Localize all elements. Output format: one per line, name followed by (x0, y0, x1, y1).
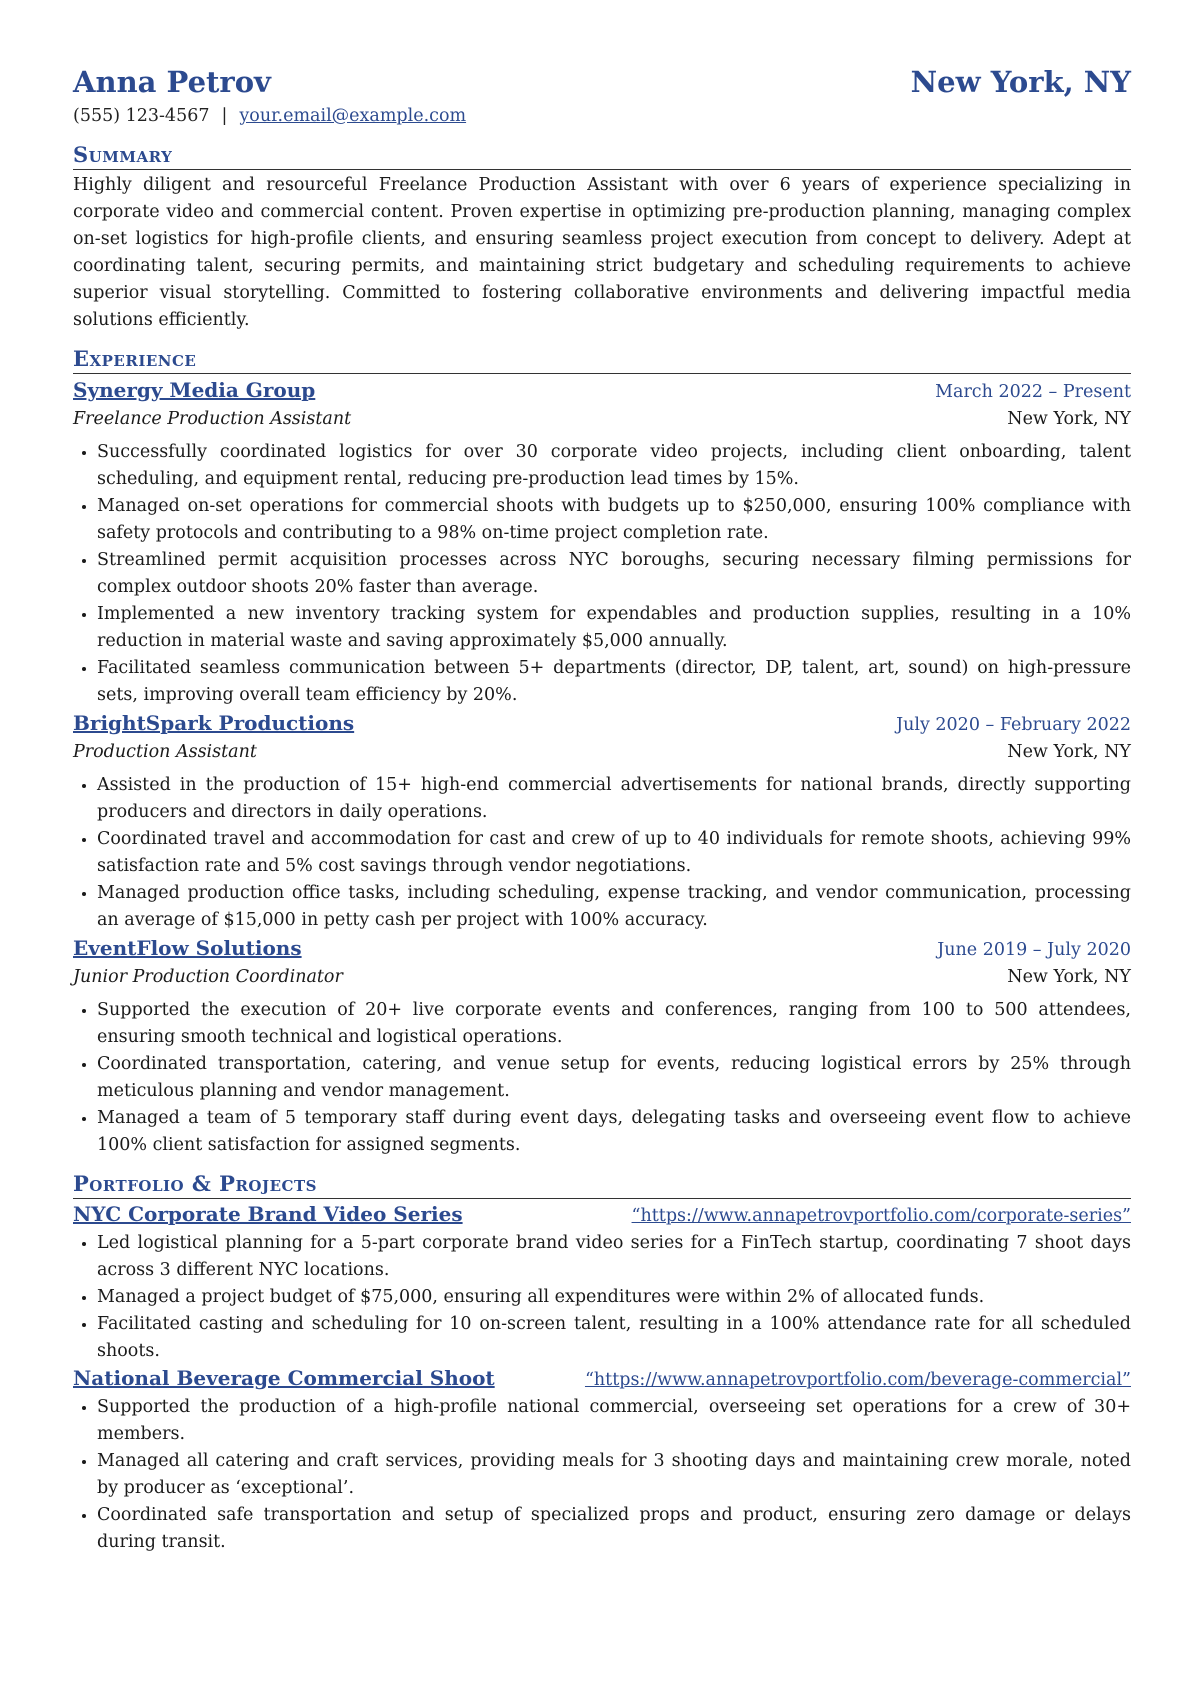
list-item: • Managed on-set operations for commercial shoots with budgets up to $250,000, ensuring 100% compliance with safety protocols and contributing to a 98% on-time project completion rate. (97, 493, 1131, 547)
job-role: Freelance Production Assistant (73, 409, 352, 429)
list-item: • Coordinated transportation, catering, and venue setup for events, reducing logistical errors by 25% through meticulous planning and vendor management. (97, 1051, 1131, 1105)
job-dates: July 2020 – February 2022 (896, 715, 1131, 735)
list-item: • Facilitated casting and scheduling for 10 on-screen talent, resulting in a 100% attendance rate for all scheduled shoots. (97, 1311, 1131, 1365)
list-item: • Successfully coordinated logistics for over 30 corporate video projects, including client onboarding, talent scheduling, and equipment rental, reducing pre-production lead times by 15%. (97, 439, 1131, 493)
project-entry (73, 1201, 1131, 1365)
job-entry (73, 934, 1131, 1159)
job-location: New York, NY (1007, 742, 1131, 762)
project-title-link[interactable]: National Beverage Commercial Shoot (73, 1366, 495, 1390)
company-link[interactable]: BrightSpark Productions (73, 711, 355, 735)
list-item: • Managed a team of 5 temporary staff during event days, delegating tasks and overseeing event flow to achieve 100% client satisfaction for assigned segments. (97, 1105, 1131, 1159)
phone-number: (555) 123-4567 (73, 106, 210, 126)
experience-section-title: Experience (73, 346, 1131, 374)
list-item: • Coordinated travel and accommodation for cast and crew of up to 40 individuals for remote shoots, achieving 99% satisfaction rate and 5% cost savings through vendor negotiations. (97, 826, 1131, 880)
job-bullets (73, 997, 1131, 1159)
portfolio-section-title: Portfolio & Projects (73, 1171, 1131, 1199)
job-entry (73, 376, 1131, 709)
job-dates: June 2019 – July 2020 (937, 940, 1131, 960)
list-item: • Managed production office tasks, including scheduling, expense tracking, and vendor communication, processing an average of $15,000 in petty cash per project with 100% accuracy. (97, 880, 1131, 934)
project-bullets (73, 1230, 1131, 1365)
project-entry (73, 1365, 1131, 1556)
candidate-location: New York, NY (910, 65, 1131, 99)
project-url-link[interactable]: “https://www.annapetrovportfolio.com/corporate-series” (631, 1206, 1131, 1226)
job-dates: March 2022 – Present (935, 382, 1131, 402)
project-url-link[interactable]: “https://www.annapetrovportfolio.com/beverage-commercial” (584, 1370, 1131, 1390)
list-item: • Led logistical planning for a 5-part corporate brand video series for a FinTech startup, coordinating 7 shoot days across 3 different NYC locations. (97, 1230, 1131, 1284)
list-item: • Assisted in the production of 15+ high-end commercial advertisements for national brands, directly supporting producers and directors in daily operations. (97, 772, 1131, 826)
candidate-name: Anna Petrov (73, 65, 271, 99)
list-item: • Supported the execution of 20+ live corporate events and conferences, ranging from 100 to 500 attendees, ensuring smooth technical and logistical operations. (97, 997, 1131, 1051)
list-item: • Managed all catering and craft services, providing meals for 3 shooting days and maintaining crew morale, noted by producer as ‘exceptional’. (97, 1448, 1131, 1502)
list-item: • Facilitated seamless communication between 5+ departments (director, DP, talent, art, sound) on high-pressure sets, improving overall team efficiency by 20%. (97, 655, 1131, 709)
project-title-link[interactable]: NYC Corporate Brand Video Series (73, 1202, 463, 1226)
email-link[interactable]: your.email@example.com (239, 106, 467, 126)
list-item: • Implemented a new inventory tracking system for expendables and production supplies, resulting in a 10% reduction in material waste and saving approximately $5,000 annually. (97, 601, 1131, 655)
resume-page (73, 62, 1131, 1556)
job-location: New York, NY (1007, 967, 1131, 987)
job-role: Junior Production Coordinator (73, 967, 343, 987)
job-bullets (73, 772, 1131, 934)
list-item: • Streamlined permit acquisition processes across NYC boroughs, securing necessary filming permissions for complex outdoor shoots 20% faster than average. (97, 547, 1131, 601)
job-location: New York, NY (1007, 409, 1131, 429)
summary-section-title: Summary (73, 142, 1131, 170)
company-link[interactable]: Synergy Media Group (73, 378, 316, 402)
project-bullets (73, 1394, 1131, 1556)
resume-header (73, 62, 1131, 102)
list-item: • Coordinated safe transportation and setup of specialized props and product, ensuring zero damage or delays during transit. (97, 1502, 1131, 1556)
job-role: Production Assistant (73, 742, 257, 762)
company-link[interactable]: EventFlow Solutions (73, 936, 302, 960)
list-item: • Managed a project budget of $75,000, ensuring all expenditures were within 2% of allocated funds. (97, 1284, 1131, 1311)
job-bullets (73, 439, 1131, 709)
summary-text: Highly diligent and resourceful Freelance Production Assistant with over 6 years of experience specializing in corporate video and commercial content. Proven expertise in optimizing pre-production planning, managing complex on-set logistics for high-profile clients, and ensuring seamless project execution from concept to delivery. Adept at coordinating talent, securing permits, and maintaining strict budgetary and scheduling requirements to achieve superior visual storytelling. Committed to fostering collaborative environments and delivering impactful media solutions efficiently. (73, 175, 1131, 330)
contact-separator: | (221, 106, 228, 126)
list-item: • Supported the production of a high-profile national commercial, overseeing set operations for a crew of 30+ members. (97, 1394, 1131, 1448)
contact-line (73, 102, 1131, 130)
job-entry (73, 709, 1131, 934)
